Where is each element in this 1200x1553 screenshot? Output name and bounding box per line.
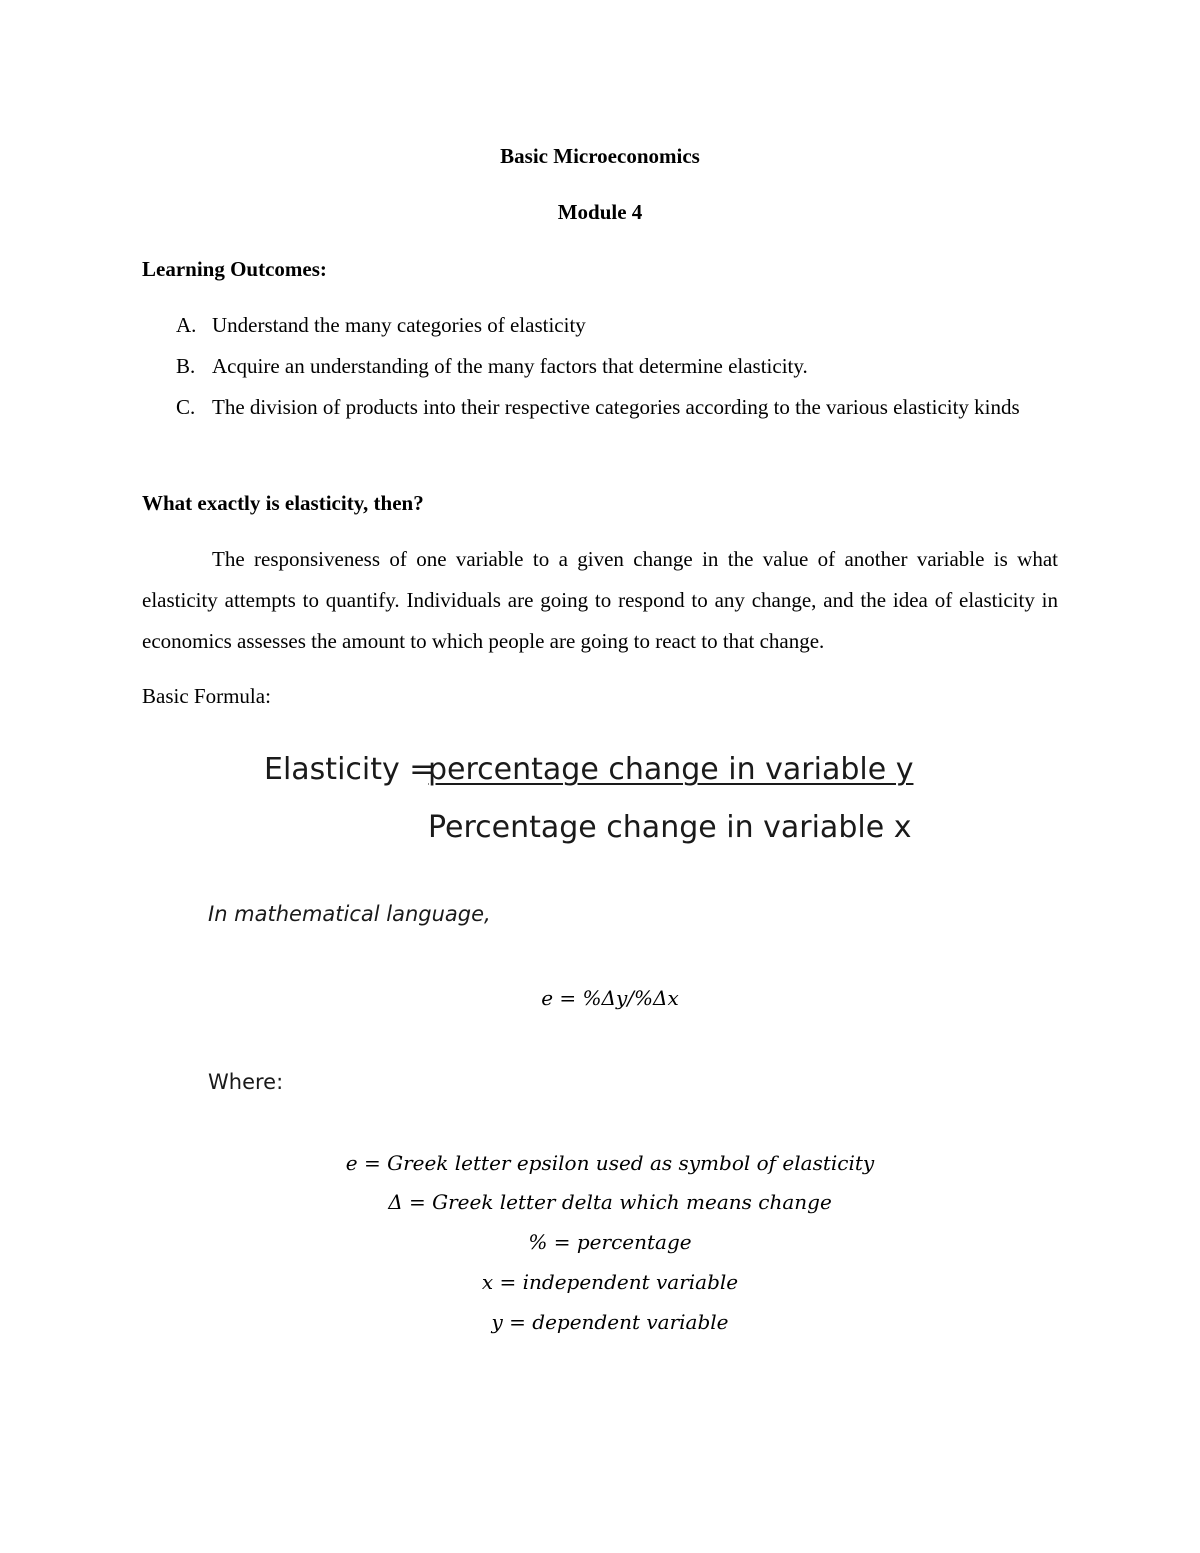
where-label: Where:	[208, 1070, 284, 1094]
elasticity-paragraph: The responsiveness of one variable to a given change in the value of another variable is what elasticity attempts to quantify. Individuals are going to respond to any change, and the idea of elasticity in economics assesses the amount to which people are going to react to that change.	[142, 547, 1058, 653]
course-title: Basic Microeconomics	[500, 144, 700, 168]
math-language-label: In mathematical language,	[208, 902, 491, 926]
elasticity-heading: What exactly is elasticity, then?	[142, 491, 424, 515]
outcome-text: Understand the many categories of elasticity	[212, 313, 586, 337]
definition-percent: % = percentage	[528, 1230, 692, 1254]
basic-formula-label: Basic Formula:	[142, 684, 271, 708]
definition-x: x = independent variable	[481, 1270, 739, 1294]
formula-denominator: Percentage change in variable x	[428, 810, 912, 845]
elasticity-equation: e = %Δy/%Δx	[541, 986, 679, 1010]
definition-epsilon: e = Greek letter epsilon used as symbol of elasticity	[345, 1151, 875, 1175]
outcome-letter: C.	[176, 395, 196, 419]
learning-outcomes-heading: Learning Outcomes:	[142, 257, 327, 281]
module-title: Module 4	[557, 200, 643, 224]
formula-lhs: Elasticity =	[264, 752, 435, 787]
definition-y: y = dependent variable	[491, 1310, 729, 1334]
definition-delta: Δ = Greek letter delta which means change	[388, 1190, 832, 1214]
outcome-text: Acquire an understanding of the many factors that determine elasticity.	[212, 354, 808, 378]
outcome-letter: B.	[176, 354, 196, 378]
outcome-text: The division of products into their respective categories according to the various elasticity kinds	[212, 395, 1020, 419]
formula-numerator: percentage change in variable y	[428, 752, 914, 787]
outcome-letter: A.	[176, 313, 197, 337]
